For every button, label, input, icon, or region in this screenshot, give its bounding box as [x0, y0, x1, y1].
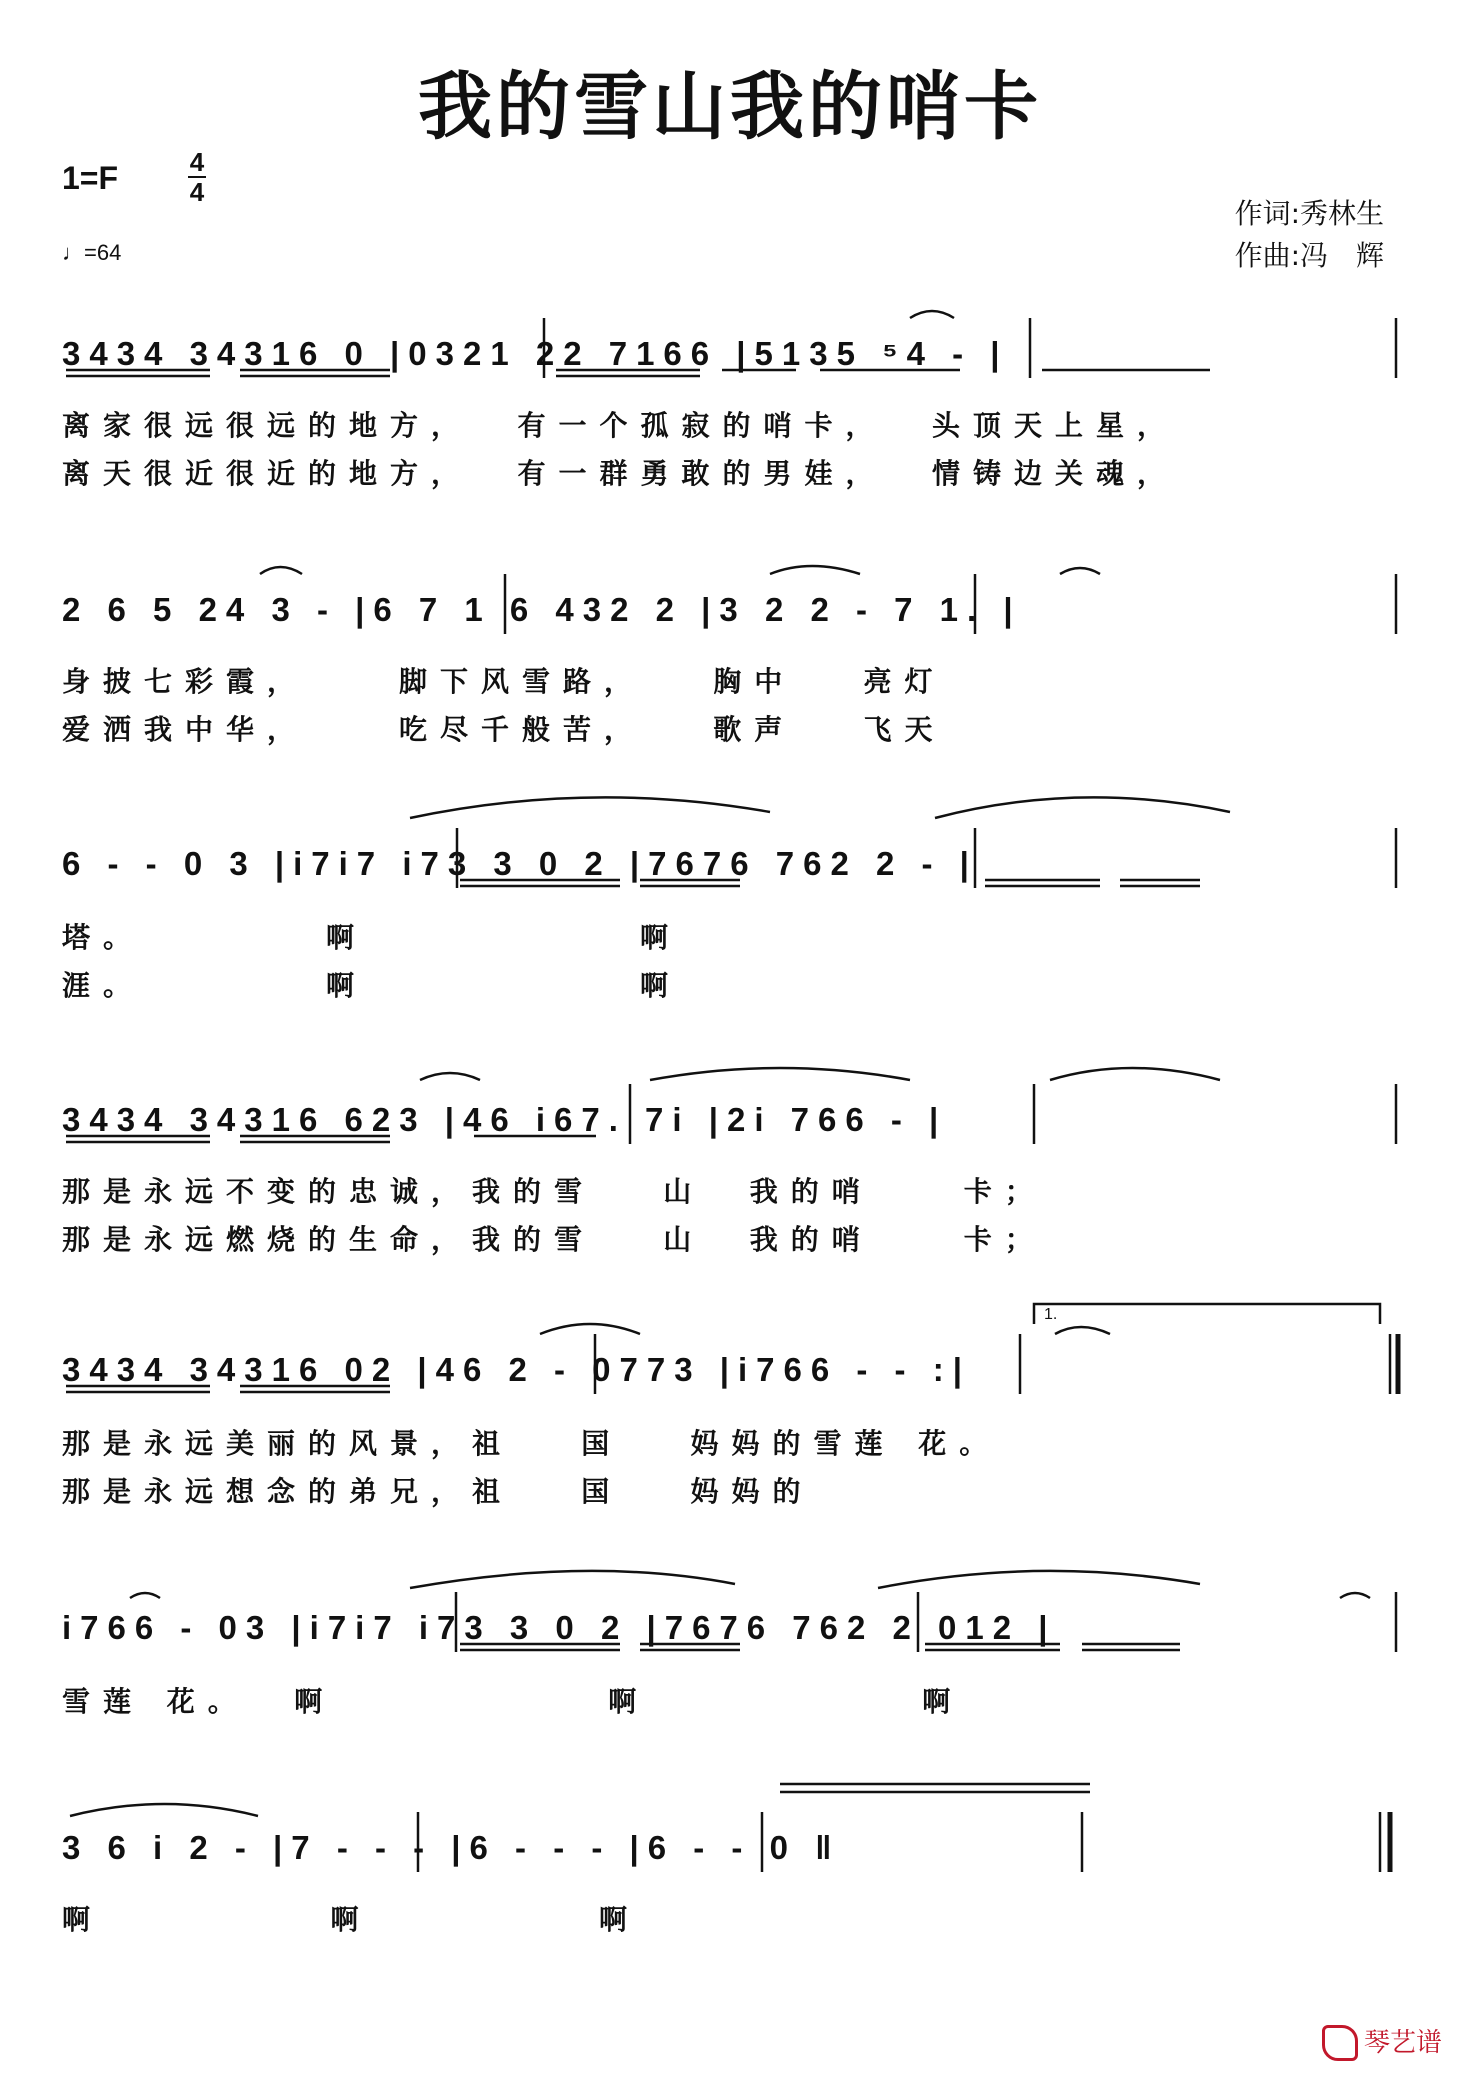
notation-line-5: 3434 34316 02 |46 2 - 0773 |i766 - - :| [62, 1351, 971, 1388]
time-signature-top: 4 [189, 147, 205, 177]
notation-line-6: i766 - 03 |i7i7 i73 3 0 2 |7676 762 2 012 | [62, 1609, 1057, 1646]
notation-line-1: 3434 34316 0 |0321 22 7166 |5135 ⁵4 - | [62, 335, 1009, 372]
watermark [1322, 2022, 1442, 2062]
lyric-line-7: 啊 啊 啊 [62, 1903, 640, 1936]
lyric-line-2-verse-1: 身披七彩霞， 脚下风雪路， 胸中 亮灯 [62, 665, 946, 698]
lyric-line-2-verse-2: 爱洒我中华， 吃尽千般苦， 歌声 飞天 [62, 713, 946, 746]
lyric-line-3-verse-2: 涯。 啊 啊 [62, 969, 681, 1002]
lyric-line-6: 雪莲 花。 啊 啊 啊 [62, 1685, 964, 1718]
volta-label: 1. [1044, 1306, 1058, 1323]
notation-line-2: 2 6 5 24 3 - |6 7 1 6 432 2 |3 2 2 - 7 1. | [62, 591, 1022, 628]
lyric-line-4-verse-1: 那是永远不变的忠诚，我的雪 山 我的哨 卡； [62, 1175, 1046, 1208]
lyric-line-1-verse-2: 离天很近很近的地方， 有一群勇敢的男娃， 情铸边关魂， [62, 457, 1178, 490]
lyricist-credit: 作词:秀林生 [1234, 197, 1384, 230]
lyric-line-5-verse-2: 那是永远想念的弟兄，祖 国 妈妈的 [62, 1475, 814, 1508]
composer-credit: 作曲:冯 辉 [1234, 239, 1384, 272]
lyric-line-1-verse-1: 离家很远很远的地方， 有一个孤寂的哨卡， 头顶天上星， [62, 409, 1178, 442]
lyric-line-4-verse-2: 那是永远燃烧的生命，我的雪 山 我的哨 卡； [62, 1223, 1046, 1256]
notation-line-4: 3434 34316 623 |46 i67. 7i |2i 766 - | [62, 1101, 948, 1138]
lyric-line-3-verse-1: 塔。 啊 啊 [62, 921, 681, 954]
notation-line-3: 6 - - 0 3 |i7i7 i73 3 0 2 |7676 762 2 - | [62, 845, 978, 882]
tempo-mark: ♩=64 [62, 240, 122, 265]
notation-line-7: 3 6 i 2 - |7 - - - |6 - - - |6 - - 0 ‖ [62, 1829, 841, 1866]
key-signature: 1=F [62, 160, 119, 196]
watermark-text: 琴艺谱 [1363, 2027, 1442, 2058]
logo-icon [1322, 2025, 1358, 2061]
time-signature-bottom: 4 [189, 177, 205, 207]
song-title: 我的雪山我的哨卡 [418, 64, 1042, 150]
lyric-line-5-verse-1: 那是永远美丽的风景，祖 国 妈妈的雪莲 花。 [62, 1427, 1001, 1460]
